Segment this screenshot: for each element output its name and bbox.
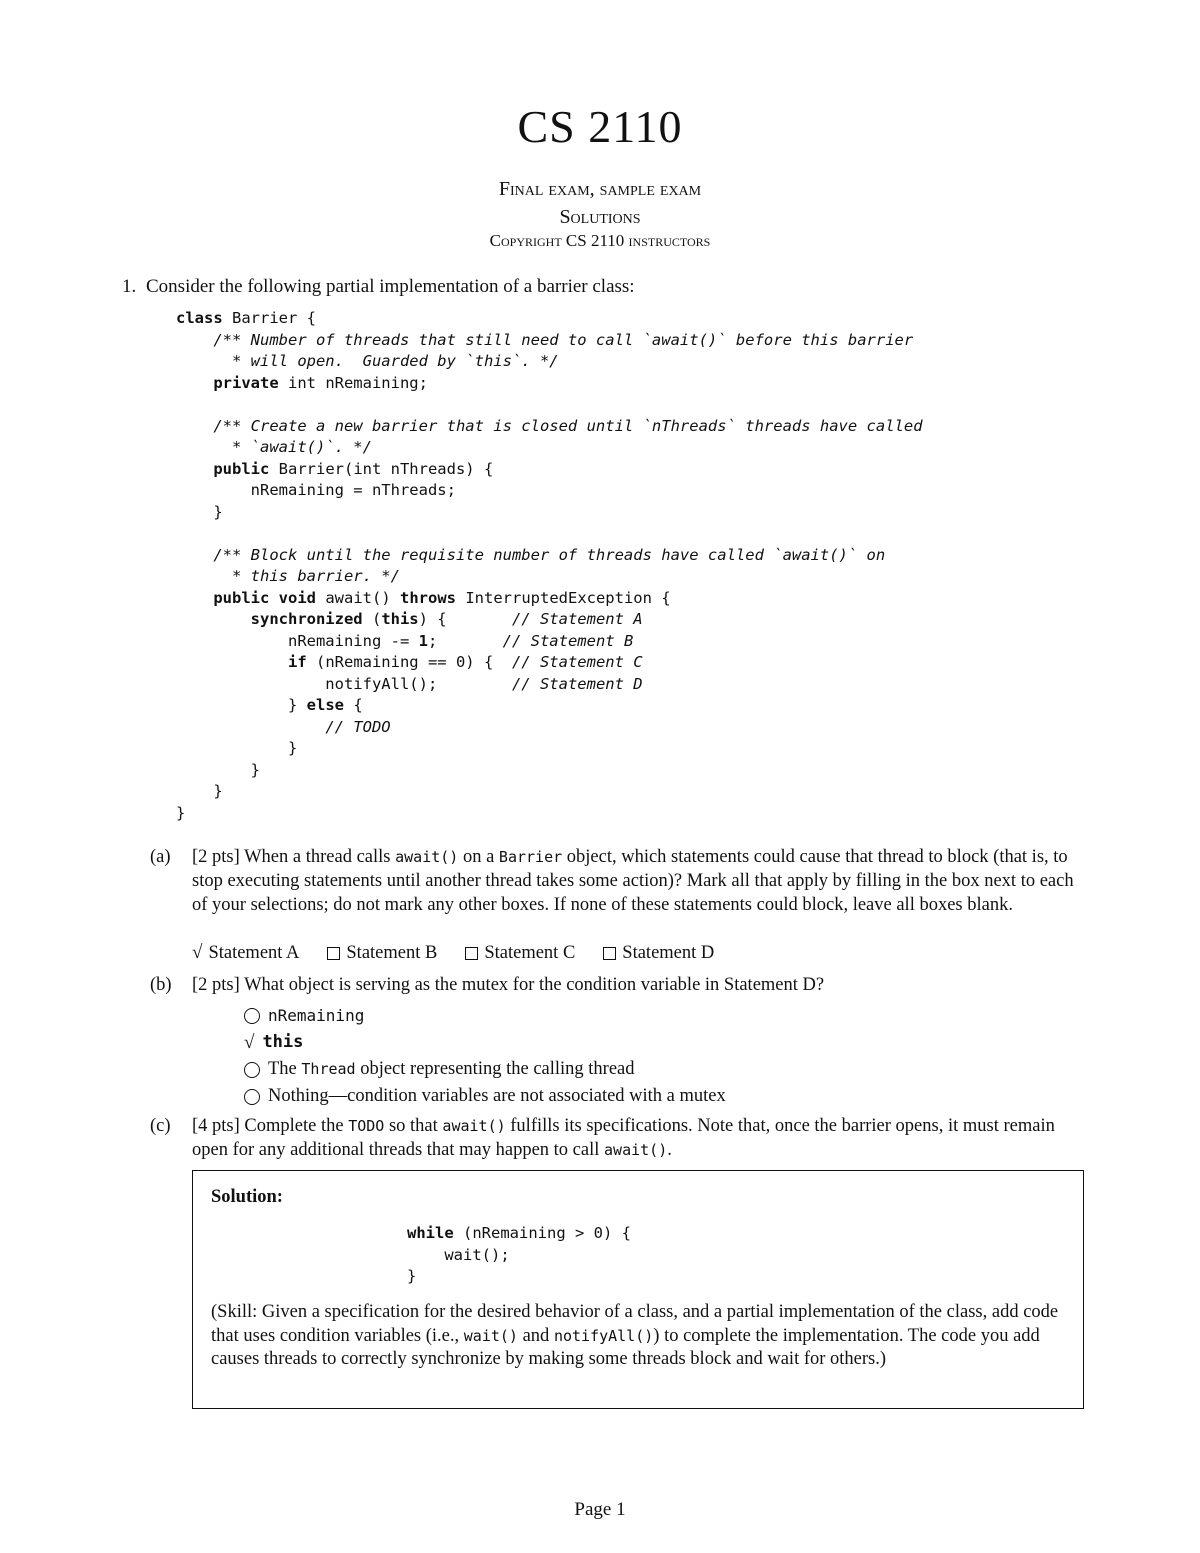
code-keyword: this bbox=[381, 610, 419, 628]
inline-code: await() bbox=[395, 848, 459, 866]
text-run: What object is serving as the mutex for the condition variable in Statement D? bbox=[239, 975, 825, 995]
question-prompt bbox=[122, 276, 635, 298]
code-comment: * this barrier. */ bbox=[176, 567, 400, 585]
skill-note bbox=[211, 1301, 1071, 1372]
code-text: (nRemaining == 0) { bbox=[306, 653, 512, 671]
code-text: wait(); bbox=[407, 1245, 510, 1264]
part-c bbox=[150, 1114, 1090, 1162]
part-c-label: (c) bbox=[150, 1116, 171, 1136]
code-text: } bbox=[407, 1267, 417, 1285]
code-comment: /** Create a new barrier that is closed until `nThreads` threads have called bbox=[176, 416, 923, 435]
part-a-text bbox=[192, 845, 1090, 917]
question-number: 1. bbox=[122, 276, 137, 297]
inline-code: Thread bbox=[301, 1060, 356, 1078]
code-comment: /** Number of threads that still need to call `await()` before this barrier bbox=[176, 330, 914, 349]
check-mark-icon: √ bbox=[192, 942, 203, 963]
solutions-heading: Solutions bbox=[559, 206, 641, 228]
code-keyword: class bbox=[176, 309, 223, 327]
code-text: ( bbox=[362, 610, 382, 628]
inline-code: notifyAll() bbox=[553, 1326, 654, 1345]
choice-statement-a[interactable] bbox=[192, 942, 299, 964]
radio-circle-icon bbox=[244, 1008, 260, 1024]
choice-statement-b[interactable] bbox=[327, 942, 437, 964]
text-run: ) to complete the implementation. The code you add causes threads to correctly synchronize by making some threads block and wait for others.) bbox=[211, 1325, 1040, 1369]
code-text: InterruptedException { bbox=[456, 588, 671, 607]
barrier-code-listing bbox=[176, 308, 923, 824]
part-a-label: (a) bbox=[150, 847, 171, 867]
radio-circle-icon bbox=[244, 1089, 260, 1105]
text-run: on a bbox=[458, 847, 499, 867]
choice-label: Statement C bbox=[484, 942, 576, 963]
code-keyword: public bbox=[213, 459, 270, 478]
code-text: } bbox=[176, 803, 186, 822]
code-keyword: public bbox=[213, 588, 270, 607]
code-text: ; bbox=[427, 631, 503, 650]
part-a bbox=[150, 845, 1090, 917]
points: [2 pts] bbox=[192, 847, 240, 867]
code-comment: // Statement B bbox=[502, 631, 634, 650]
checkbox-icon bbox=[465, 947, 478, 960]
solution-code bbox=[407, 1223, 631, 1288]
inline-code: await() bbox=[442, 1117, 506, 1135]
text-run: and bbox=[517, 1325, 554, 1346]
page-number: Page 1 bbox=[574, 1499, 626, 1520]
text-run: object, which statements could cause that thread to block (that is, to stop executing statements until another thread takes some action)? Mark all that apply by filling in the box next to each of your selections; do not mark any other boxes. If none of these statements could block, leave all boxes blank. bbox=[192, 847, 1074, 915]
code-text: (nRemaining > 0) { bbox=[453, 1224, 631, 1242]
solution-title: Solution: bbox=[211, 1187, 283, 1207]
option-nothing[interactable] bbox=[244, 1083, 726, 1110]
checkbox-icon bbox=[603, 947, 616, 960]
text-run: . bbox=[667, 1140, 672, 1160]
choice-label: Statement D bbox=[622, 942, 715, 963]
checkbox-icon bbox=[327, 947, 340, 960]
code-number: 1 bbox=[418, 631, 428, 650]
option-label bbox=[268, 1056, 635, 1083]
choice-label: Statement A bbox=[208, 942, 300, 963]
code-comment: /** Block until the requisite number of threads have called `await()` on bbox=[176, 545, 886, 564]
course-title: CS 2110 bbox=[517, 101, 683, 152]
part-a-choices bbox=[192, 942, 714, 964]
code-keyword: private bbox=[213, 373, 279, 392]
code-text: notifyAll(); bbox=[176, 674, 512, 693]
part-c-text bbox=[192, 1114, 1090, 1162]
code-keyword: while bbox=[407, 1224, 454, 1242]
code-comment: // Statement A bbox=[511, 610, 643, 628]
inline-code: wait() bbox=[463, 1326, 518, 1345]
code-comment: // Statement D bbox=[511, 674, 643, 693]
code-keyword: void bbox=[278, 588, 316, 607]
inline-code: Barrier bbox=[498, 848, 563, 866]
text-run: object representing the calling thread bbox=[355, 1059, 635, 1079]
code-text: int nRemaining; bbox=[278, 373, 428, 392]
code-keyword: else bbox=[306, 696, 344, 714]
code-keyword: if bbox=[287, 653, 307, 671]
code-text: } bbox=[176, 502, 223, 521]
part-b-options bbox=[244, 1002, 726, 1110]
option-nremaining[interactable] bbox=[244, 1002, 726, 1029]
code-comment: // TODO bbox=[325, 717, 391, 736]
text-run: Complete the bbox=[239, 1116, 349, 1136]
text-run: (Skill: Given a specification for the desired behavior of a class, and a partial implementation of the class, add code that uses condition variables (i.e., bbox=[211, 1302, 1059, 1346]
code-text: nRemaining -= bbox=[176, 631, 419, 650]
check-mark-icon: √ bbox=[244, 1032, 255, 1053]
text-run: fulfills its specifications. Note that, once the barrier opens, it must remain open for any additional threads that may happen to call bbox=[192, 1116, 1055, 1160]
option-label: this bbox=[262, 1032, 304, 1052]
code-text: } bbox=[176, 696, 307, 714]
choice-statement-c[interactable] bbox=[465, 942, 575, 964]
option-this[interactable] bbox=[244, 1029, 726, 1056]
code-text: } bbox=[176, 782, 223, 800]
code-keyword: throws bbox=[400, 588, 456, 607]
option-label: nRemaining bbox=[268, 1006, 365, 1025]
code-text: { bbox=[343, 696, 363, 714]
option-label: Nothing—condition variables are not associated with a mutex bbox=[268, 1086, 726, 1106]
code-comment: * `await()`. */ bbox=[176, 438, 372, 456]
solution-box bbox=[192, 1170, 1084, 1409]
points: [2 pts] bbox=[192, 975, 240, 995]
question-text: Consider the following partial implementation of a barrier class: bbox=[146, 276, 635, 297]
choice-statement-d[interactable] bbox=[603, 942, 714, 964]
code-text: Barrier { bbox=[222, 309, 316, 327]
choice-label: Statement B bbox=[346, 942, 438, 963]
text-run: so that bbox=[384, 1116, 443, 1136]
text-run: When a thread calls bbox=[239, 847, 396, 867]
code-comment: // Statement C bbox=[511, 653, 643, 671]
radio-circle-icon bbox=[244, 1062, 260, 1078]
copyright-line: Copyright CS 2110 instructors bbox=[489, 231, 711, 250]
part-b-text bbox=[192, 973, 1090, 997]
code-text: ) { bbox=[418, 610, 512, 628]
code-keyword: synchronized bbox=[250, 610, 363, 628]
code-text: await() bbox=[316, 588, 400, 607]
part-b-label: (b) bbox=[150, 975, 172, 995]
exam-subtitle: Final exam, sample exam bbox=[498, 178, 702, 200]
code-text: Barrier(int nThreads) { bbox=[269, 459, 494, 478]
code-comment: * will open. Guarded by `this`. */ bbox=[176, 352, 559, 370]
code-text: nRemaining = nThreads; bbox=[176, 481, 456, 499]
code-text: } bbox=[176, 739, 298, 757]
points: [4 pts] bbox=[192, 1116, 240, 1136]
text-run: The bbox=[268, 1059, 302, 1079]
inline-code: await() bbox=[604, 1141, 668, 1159]
inline-code: TODO bbox=[348, 1117, 385, 1135]
option-thread-object[interactable] bbox=[244, 1056, 726, 1083]
code-text: } bbox=[176, 760, 260, 779]
part-b bbox=[150, 973, 1090, 997]
